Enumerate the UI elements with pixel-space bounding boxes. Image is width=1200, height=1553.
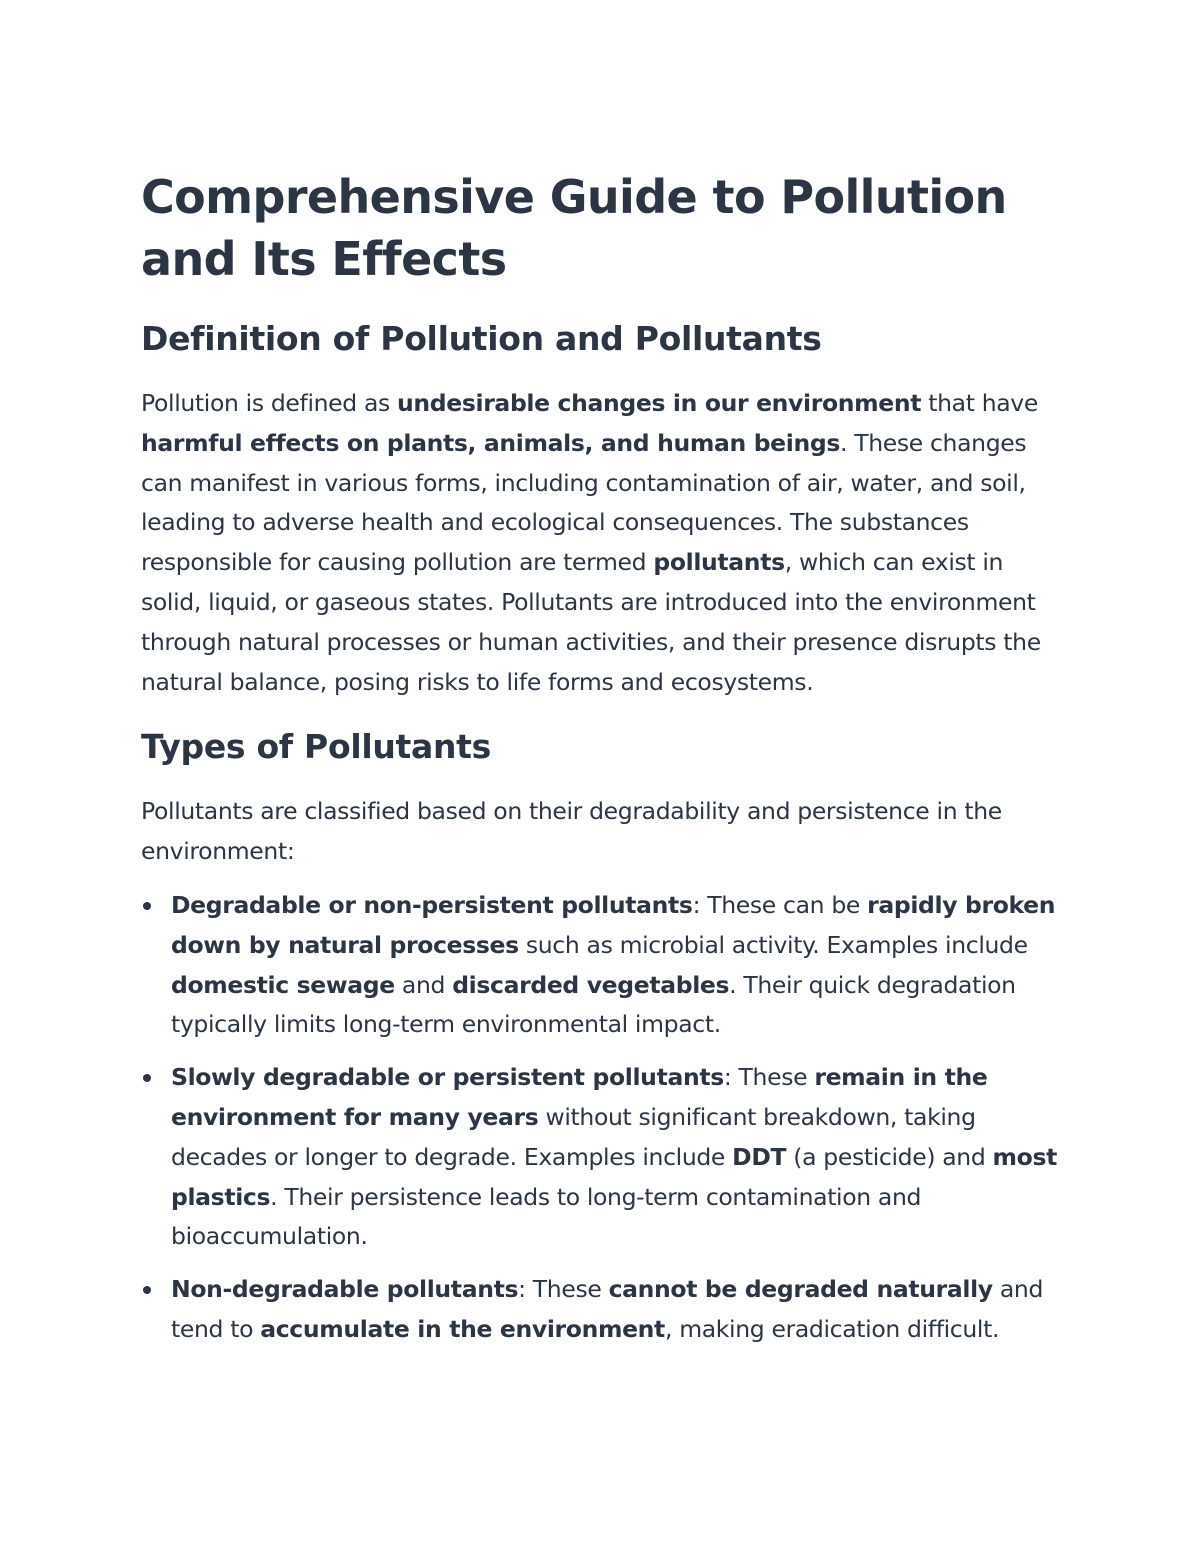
text-run: , which can exist in solid, liquid, or gaseous states. Pollutants are introduced into the environment through natural processes or human activities, and their presence disrupts the natural balance, posing risks to life forms and ecosystems. (141, 548, 1041, 696)
bold-run: undesirable changes in our environment (397, 389, 922, 417)
bold-run: Slowly degradable or persistent pollutants (171, 1063, 724, 1092)
bold-run: remain in the environment for many years (171, 1063, 988, 1131)
page-title: Comprehensive Guide to Pollution and Its Effects (141, 170, 1007, 286)
text-run: Pollution is defined as (141, 389, 398, 417)
bullet-icon (143, 1286, 151, 1294)
bold-run: Degradable or non-persistent pollutants (171, 890, 693, 919)
bold-run: accumulate in the environment (260, 1314, 665, 1343)
text-run: . Their persistence leads to long-term contamination and bioaccumulation. (171, 1182, 922, 1251)
bold-run: harmful effects on plants, animals, and human beings (141, 428, 840, 457)
definition-paragraph (141, 384, 1063, 702)
text-run: : These (723, 1063, 815, 1092)
section-heading-definition: Definition of Pollution and Pollutants (141, 319, 822, 358)
bullet-icon (143, 902, 151, 910)
bold-run: Non-degradable pollutants (171, 1275, 519, 1304)
section-heading-types: Types of Pollutants (141, 727, 491, 767)
text-run: without significant breakdown, taking decades or longer to degrade. Examples include (171, 1102, 976, 1171)
pollutant-types-list (141, 886, 1063, 1350)
list-item-non-degradable (141, 1270, 1063, 1350)
text-run: : These (518, 1275, 609, 1304)
text-run: that have (921, 389, 1038, 417)
text-run: . These changes can manifest in various forms, including contamination of air, water, and soil, leading to adverse health and ecological consequences. The substances responsible for causing pollution are termed (141, 428, 1027, 577)
bold-run: discarded vegetables (452, 970, 730, 999)
text-run: such as microbial activity. Examples include (518, 930, 1028, 959)
text-run: (a pesticide) and (786, 1142, 993, 1171)
bullet-icon (143, 1074, 151, 1082)
bold-run: DDT (732, 1142, 787, 1171)
bold-run: domestic sewage (171, 970, 395, 999)
bold-run: cannot be degraded naturally (608, 1275, 993, 1304)
bold-run: pollutants (653, 548, 785, 577)
text-run: , making eradication difficult. (664, 1314, 1000, 1343)
text-run: . Their quick degradation typically limits long-term environmental impact. (171, 970, 1016, 1039)
list-item-persistent (141, 1058, 1063, 1257)
bold-run: rapidly broken down by natural processes (171, 890, 1056, 959)
list-item-degradable (141, 886, 1063, 1045)
document-page (141, 166, 1063, 1363)
text-run: and (394, 970, 453, 999)
types-intro-paragraph: Pollutants are classified based on their degradability and persistence in the environment: (141, 797, 1002, 866)
text-run: and tend to (171, 1275, 1044, 1343)
text-run: : These can be (692, 890, 868, 919)
bold-run: most plastics (171, 1142, 1057, 1211)
